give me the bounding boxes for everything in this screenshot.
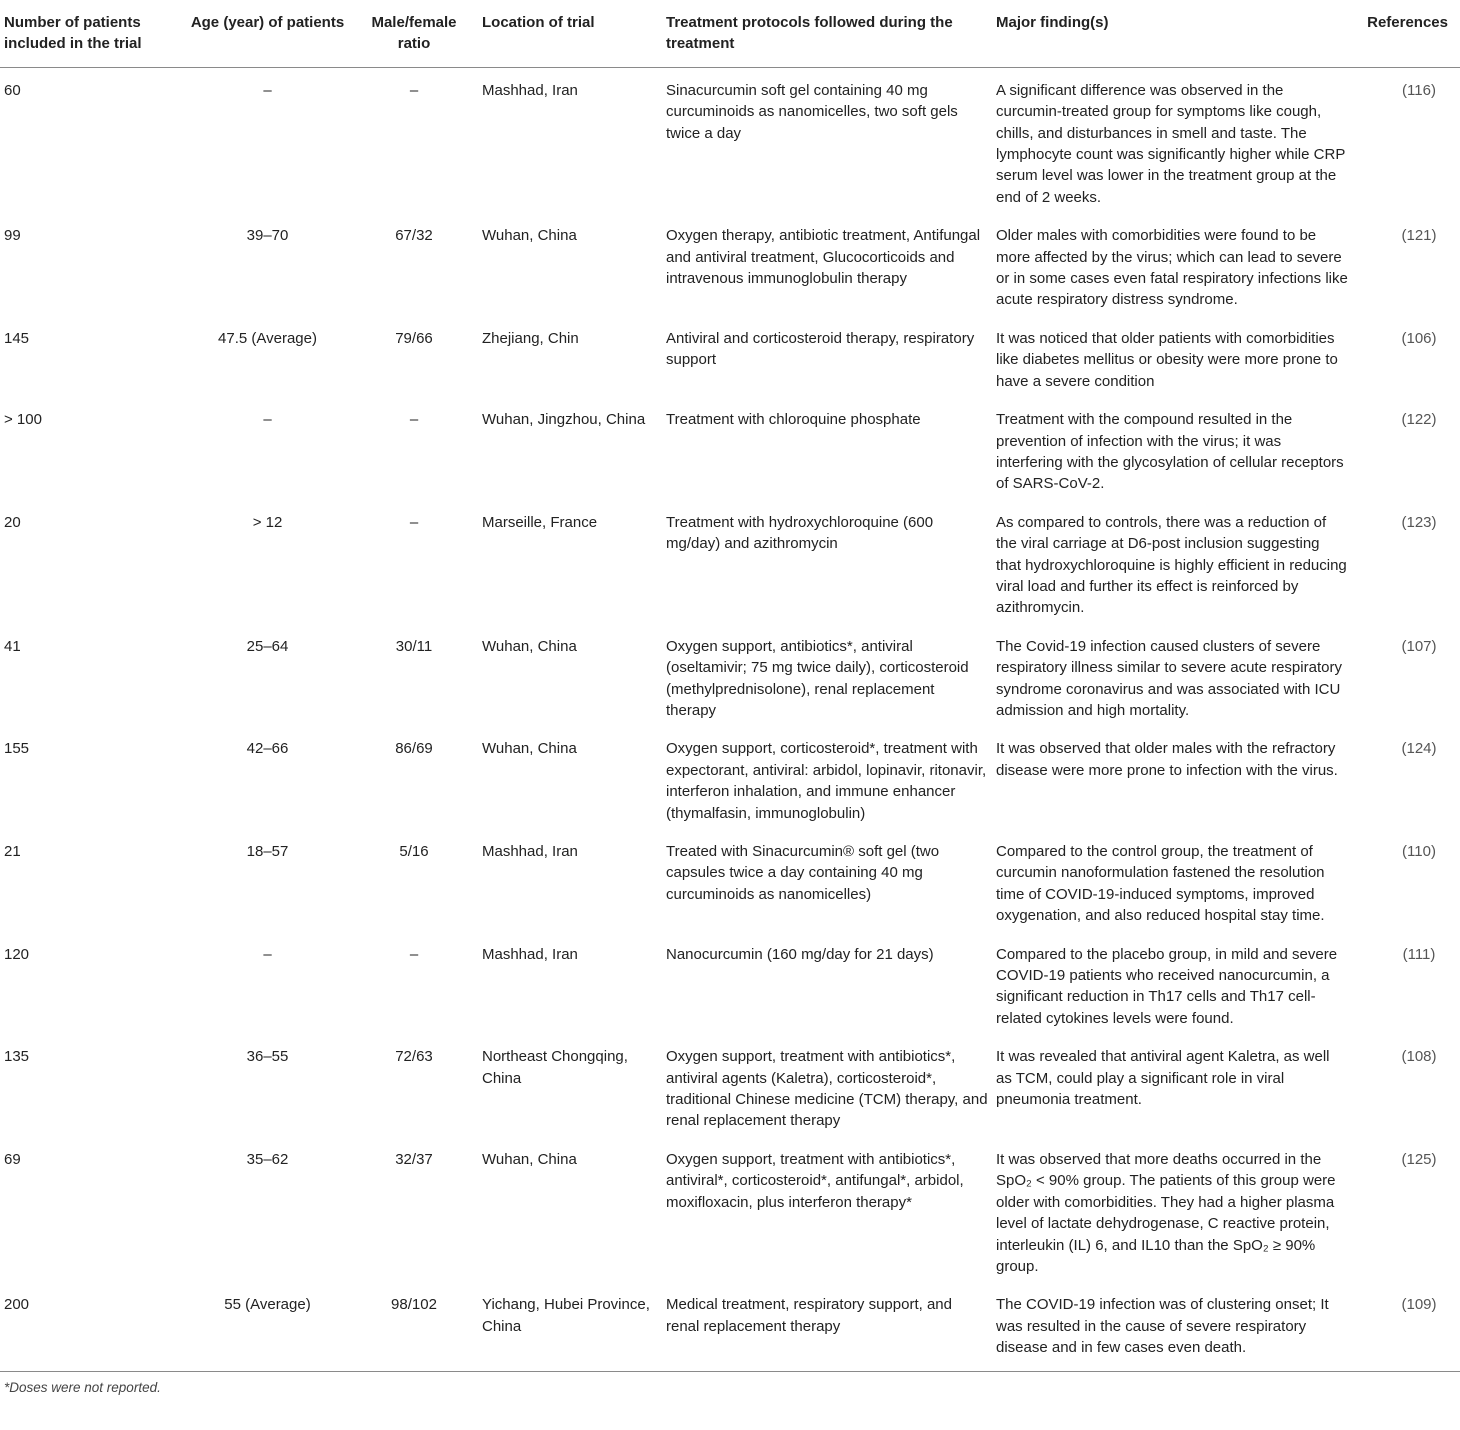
cell-age: 18–57 xyxy=(246,843,289,860)
cell-finding: It was noticed that older patients with comorbidities like diabetes mellitus or obesity were more prone to have a severe condition xyxy=(996,329,1338,390)
table-header xyxy=(0,0,1460,67)
cell-finding: Older males with comorbidities were found to be more affected by the virus; which can lead to severe or in some cases even fatal respiratory infections like acute respiratory distress syndrome. xyxy=(996,227,1348,309)
cell-patients: 60 xyxy=(4,81,21,99)
cell-age: 25–64 xyxy=(246,637,289,655)
table-body xyxy=(0,67,1460,1371)
cell-reference[interactable]: (124) xyxy=(1401,740,1437,758)
cell-ratio: 32/37 xyxy=(395,1150,433,1168)
header-age: Age (year) of patients xyxy=(185,0,350,67)
cell-patients: 200 xyxy=(0,1282,185,1371)
cell-reference[interactable]: (122) xyxy=(1401,411,1437,429)
cell-reference[interactable]: (121) xyxy=(1401,227,1437,245)
table-row xyxy=(0,726,1460,829)
table-row xyxy=(0,67,1460,213)
cell-ratio: – xyxy=(409,81,419,99)
cell-reference[interactable]: (125) xyxy=(1401,1150,1437,1168)
cell-reference[interactable]: (108) xyxy=(1401,1048,1437,1066)
header-location: Location of trial xyxy=(478,0,662,67)
cell-finding: It was observed that more deaths occurred in the SpO₂ < 90% group. The patients of this group were older with comorbidities. They had a higher plasma level of lactate dehydrogenase, C reactive protein, interleukin (IL) 6, and IL10 than the SpO₂ ≥ 90% group. xyxy=(996,1150,1336,1275)
cell-ratio: 98/102 xyxy=(350,1282,478,1371)
cell-treatment: Oxygen therapy, antibiotic treatment, Antifungal and antiviral treatment, Glucocorticoids and intravenous immunoglobulin therapy xyxy=(666,227,981,288)
cell-ratio: – xyxy=(409,513,419,531)
header-ratio: Male/female ratio xyxy=(350,0,478,67)
header-patients: Number of patients included in the trial xyxy=(0,0,185,67)
cell-patients: 69 xyxy=(4,1150,21,1168)
cell-patients: 21 xyxy=(4,843,21,860)
cell-location: Yichang, Hubei Province, China xyxy=(478,1282,662,1371)
cell-treatment: Oxygen support, antibiotics*, antiviral (oseltamivir; 75 mg twice daily), corticosteroid (methylprednisolone), renal replacement therapy xyxy=(666,637,969,719)
cell-location: Wuhan, Jingzhou, China xyxy=(482,411,646,429)
table-row xyxy=(0,1282,1460,1371)
cell-treatment: Treated with Sinacurcumin® soft gel (two capsules twice a day containing 40 mg curcuminoids as nanomicelles) xyxy=(666,843,940,903)
cell-location: Wuhan, China xyxy=(482,227,577,245)
table-row xyxy=(0,624,1460,727)
cell-finding: The COVID-19 infection was of clustering onset; It was resulted in the cause of severe respiratory disease and in few cases even death. xyxy=(992,1282,1352,1371)
cell-ratio: – xyxy=(409,945,419,963)
header-treatment: Treatment protocols followed during the treatment xyxy=(662,0,992,67)
cell-reference[interactable]: (107) xyxy=(1401,637,1437,655)
table-row xyxy=(0,932,1460,1035)
table-row xyxy=(0,316,1460,397)
cell-finding: It was observed that older males with the refractory disease were more prone to infection with the virus. xyxy=(996,740,1338,779)
cell-ratio: 30/11 xyxy=(395,637,433,655)
cell-age: – xyxy=(263,411,272,429)
cell-location: Mashhad, Iran xyxy=(482,81,578,99)
cell-finding: It was revealed that antiviral agent Kaletra, as well as TCM, could play a significant role in viral pneumonia treatment. xyxy=(996,1048,1330,1109)
cell-treatment: Antiviral and corticosteroid therapy, respiratory support xyxy=(666,329,975,369)
cell-location: Northeast Chongqing, China xyxy=(482,1048,628,1087)
cell-location: Marseille, France xyxy=(482,513,598,531)
cell-reference[interactable]: (106) xyxy=(1401,329,1437,347)
table-footnote: *Doses were not reported. xyxy=(4,1379,161,1395)
cell-treatment: Treatment with chloroquine phosphate xyxy=(666,411,921,429)
cell-ratio: 72/63 xyxy=(395,1048,433,1066)
table-row xyxy=(0,500,1460,624)
cell-patients: 155 xyxy=(4,740,30,758)
table-row xyxy=(0,1034,1460,1137)
cell-ratio: 86/69 xyxy=(395,740,433,758)
cell-treatment: Oxygen support, treatment with antibiotics*, antiviral*, corticosteroid*, antifungal*, arbidol, moxifloxacin, plus interferon therapy* xyxy=(666,1150,964,1211)
cell-ratio: 5/16 xyxy=(399,843,429,860)
cell-treatment: Nanocurcumin (160 mg/day for 21 days) xyxy=(666,945,934,963)
cell-age: 55 (Average) xyxy=(185,1282,350,1371)
cell-location: Zhejiang, Chin xyxy=(482,329,579,347)
cell-patients: 99 xyxy=(4,227,21,245)
cell-treatment: Oxygen support, corticosteroid*, treatment with expectorant, antiviral: arbidol, lopinavir, ritonavir, interferon inhalation, and immune enhancer (thymalfasin, immunoglobulin) xyxy=(666,740,987,822)
cell-reference[interactable]: (109) xyxy=(1352,1282,1460,1371)
cell-age: 35–62 xyxy=(246,1150,289,1168)
cell-reference[interactable]: (110) xyxy=(1402,843,1436,860)
cell-patients: 20 xyxy=(4,513,21,531)
cell-patients: > 100 xyxy=(4,411,42,429)
table-row xyxy=(0,829,1460,932)
cell-location: Wuhan, China xyxy=(482,740,577,758)
cell-treatment: Medical treatment, respiratory support, and renal replacement therapy xyxy=(662,1282,992,1371)
cell-ratio: 67/32 xyxy=(395,227,433,245)
cell-patients: 120 xyxy=(4,945,30,963)
cell-location: Wuhan, China xyxy=(482,637,577,655)
cell-reference[interactable]: (111) xyxy=(1402,945,1436,963)
cell-age: – xyxy=(263,81,272,99)
cell-age: > 12 xyxy=(252,513,283,531)
header-references: References xyxy=(1352,0,1460,67)
cell-age: – xyxy=(263,945,272,963)
header-findings: Major finding(s) xyxy=(992,0,1352,67)
table-row xyxy=(0,397,1460,500)
cell-treatment: Treatment with hydroxychloroquine (600 mg/day) and azithromycin xyxy=(666,513,934,553)
cell-reference[interactable]: (116) xyxy=(1402,81,1436,99)
table-row xyxy=(0,213,1460,316)
cell-ratio: – xyxy=(409,411,419,429)
cell-location: Wuhan, China xyxy=(482,1150,577,1168)
cell-patients: 135 xyxy=(4,1048,30,1066)
cell-age: 42–66 xyxy=(246,740,289,758)
cell-patients: 145 xyxy=(4,329,30,347)
table-row xyxy=(0,1137,1460,1282)
cell-age: 47.5 (Average) xyxy=(218,329,317,347)
cell-location: Mashhad, Iran xyxy=(482,843,578,860)
cell-age: 36–55 xyxy=(246,1048,289,1066)
cell-finding: A significant difference was observed in the curcumin-treated group for symptoms like cough, chills, and disturbances in smell and taste. The lymphocyte count was significantly higher while CRP serum level was lower in the treatment group at the end of 2 weeks. xyxy=(996,81,1346,206)
cell-reference[interactable]: (123) xyxy=(1401,513,1437,531)
cell-patients: 41 xyxy=(4,637,21,655)
cell-age: 39–70 xyxy=(246,227,289,245)
cell-finding: Compared to the placebo group, in mild and severe COVID-19 patients who received nanocurcumin, a significant reduction in Th17 cells and Th17 cell-related cytokines levels were found. xyxy=(996,945,1338,1027)
cell-ratio: 79/66 xyxy=(395,329,433,347)
cell-finding: The Covid-19 infection caused clusters of severe respiratory illness similar to severe acute respiratory syndrome coronavirus and was associated with ICU admission and high mortality. xyxy=(996,637,1342,719)
cell-location: Mashhad, Iran xyxy=(482,945,578,963)
cell-treatment: Oxygen support, treatment with antibiotics*, antiviral agents (Kaletra), corticosteroid*, traditional Chinese medicine (TCM) therapy, and renal replacement therapy xyxy=(666,1048,988,1130)
cell-finding: Treatment with the compound resulted in the prevention of infection with the virus; it was interfering with the glycosylation of cellular receptors of SARS-CoV-2. xyxy=(996,411,1344,493)
cell-treatment: Sinacurcumin soft gel containing 40 mg curcuminoids as nanomicelles, two soft gels twice a day xyxy=(666,81,958,142)
cell-finding: Compared to the control group, the treatment of curcumin nanoformulation fastened the resolution time of COVID-19-induced symptoms, improved oxygenation, and also reduced hospital stay time. xyxy=(996,843,1325,925)
cell-finding: As compared to controls, there was a reduction of the viral carriage at D6-post inclusion suggesting that hydroxychloroquine is highly efficient in reducing viral load and further its effect is reinforced by azithromycin. xyxy=(996,513,1347,617)
